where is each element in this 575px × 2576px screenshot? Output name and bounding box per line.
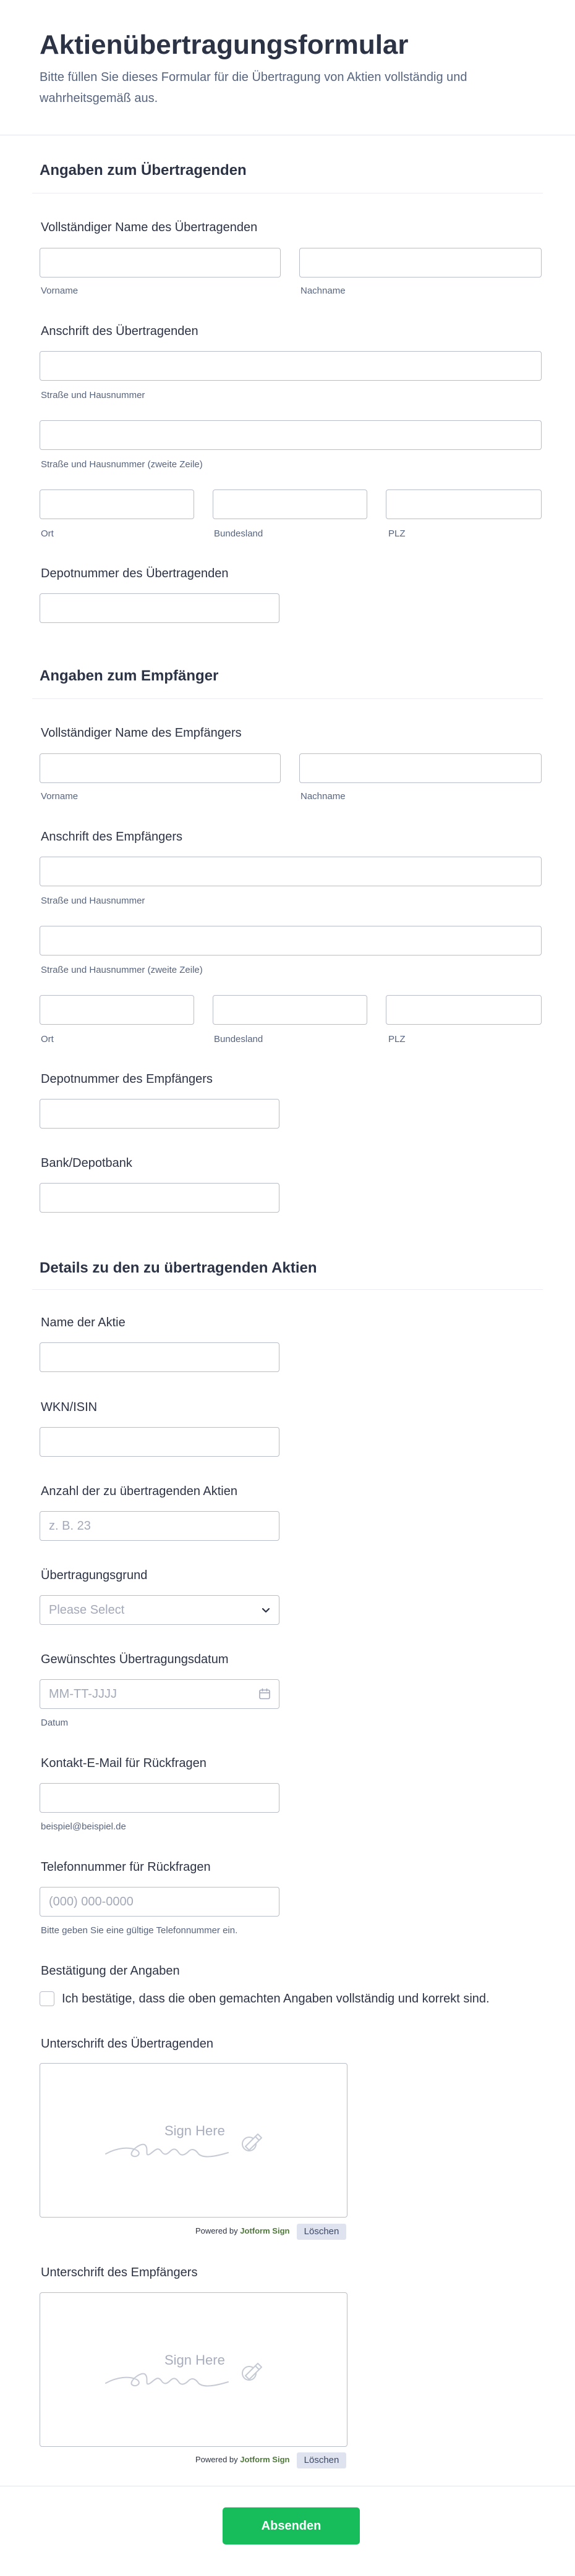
recipient-state-sublabel: Bundesland bbox=[214, 1034, 263, 1044]
phone-placeholder: (000) 000-0000 bbox=[49, 1895, 134, 1909]
recipient-signature-label: Unterschrift des Empfängers bbox=[41, 2266, 198, 2279]
email-label: Kontakt-E-Mail für Rückfragen bbox=[41, 1756, 207, 1770]
reason-select[interactable] bbox=[40, 1595, 279, 1625]
date-label: Gewünschtes Übertragungsdatum bbox=[41, 1653, 229, 1666]
section-title-sender: Angaben zum Übertragenden bbox=[40, 162, 247, 179]
chevron-down-icon bbox=[260, 1604, 271, 1616]
reason-select-value: Please Select bbox=[49, 1603, 125, 1617]
sender-city-sublabel: Ort bbox=[41, 528, 54, 539]
date-placeholder: MM-TT-JJJJ bbox=[49, 1687, 117, 1701]
recipient-signature-pad[interactable] bbox=[40, 2292, 347, 2447]
bank-input[interactable] bbox=[40, 1183, 279, 1213]
recipient-address-label: Anschrift des Empfängers bbox=[41, 830, 182, 844]
recipient-name-label: Vollständiger Name des Empfängers bbox=[41, 726, 242, 740]
phone-sublabel: Bitte geben Sie eine gültige Telefonnummer ein. bbox=[41, 1925, 238, 1936]
sender-zip-sublabel: PLZ bbox=[388, 528, 406, 539]
sender-first-name-sublabel: Vorname bbox=[41, 286, 79, 296]
signature-scribble-icon bbox=[104, 2123, 278, 2166]
sender-state-input[interactable] bbox=[213, 489, 367, 519]
recipient-first-name-input[interactable] bbox=[40, 753, 281, 783]
wkn-input[interactable] bbox=[40, 1427, 279, 1457]
confirm-label: Bestätigung der Angaben bbox=[41, 1964, 180, 1978]
recipient-depot-input[interactable] bbox=[40, 1099, 279, 1129]
recipient-state-input[interactable] bbox=[213, 995, 367, 1025]
sender-street2-input[interactable] bbox=[40, 420, 542, 450]
share-count-placeholder: z. B. 23 bbox=[49, 1519, 91, 1533]
sender-state-sublabel: Bundesland bbox=[214, 528, 263, 539]
recipient-street2-input[interactable] bbox=[40, 926, 542, 955]
sender-last-name-sublabel: Nachname bbox=[300, 286, 346, 296]
date-sublabel: Datum bbox=[41, 1718, 69, 1728]
form-title: Aktienübertragungsformular bbox=[40, 30, 409, 60]
phone-label: Telefonnummer für Rückfragen bbox=[41, 1860, 211, 1874]
wkn-label: WKN/ISIN bbox=[41, 1400, 98, 1414]
sender-street-input[interactable] bbox=[40, 351, 542, 381]
section-title-shares: Details zu den zu übertragenden Aktien bbox=[40, 1260, 317, 1276]
email-input[interactable] bbox=[40, 1783, 279, 1813]
powered-by-text bbox=[195, 2455, 289, 2464]
sender-last-name-input[interactable] bbox=[299, 248, 542, 278]
recipient-city-sublabel: Ort bbox=[41, 1034, 54, 1044]
share-name-label: Name der Aktie bbox=[41, 1316, 126, 1329]
recipient-last-name-input[interactable] bbox=[299, 753, 542, 783]
sender-depot-label: Depotnummer des Übertragenden bbox=[41, 567, 229, 580]
powered-by-label: Powered by bbox=[195, 2455, 238, 2464]
recipient-city-input[interactable] bbox=[40, 995, 194, 1025]
sender-depot-input[interactable] bbox=[40, 593, 279, 623]
signature-scribble-icon bbox=[104, 2352, 278, 2396]
sender-name-label: Vollständiger Name des Übertragenden bbox=[41, 221, 258, 234]
bank-label: Bank/Depotbank bbox=[41, 1156, 132, 1170]
reason-label: Übertragungsgrund bbox=[41, 1569, 148, 1582]
recipient-street2-sublabel: Straße und Hausnummer (zweite Zeile) bbox=[41, 965, 203, 975]
recipient-first-name-sublabel: Vorname bbox=[41, 791, 79, 802]
calendar-icon[interactable] bbox=[258, 1687, 271, 1701]
recipient-street-sublabel: Straße und Hausnummer bbox=[41, 896, 145, 906]
sender-signature-pad[interactable] bbox=[40, 2063, 347, 2218]
section-divider bbox=[32, 698, 543, 699]
submit-button[interactable]: Absenden bbox=[223, 2507, 360, 2544]
recipient-signature-clear-button[interactable]: Löschen bbox=[297, 2452, 346, 2468]
email-sublabel: beispiel@beispiel.de bbox=[41, 1821, 126, 1832]
sender-signature-clear-button[interactable]: Löschen bbox=[297, 2224, 346, 2240]
form-subtitle: Bitte füllen Sie dieses Formular für die Übertragung von Aktien vollständig und wahrheitsgemäß aus. bbox=[40, 70, 467, 105]
share-count-input[interactable] bbox=[40, 1511, 279, 1541]
sender-first-name-input[interactable] bbox=[40, 248, 281, 278]
recipient-last-name-sublabel: Nachname bbox=[300, 791, 346, 802]
share-count-label: Anzahl der zu übertragenden Aktien bbox=[41, 1485, 237, 1498]
sender-street-sublabel: Straße und Hausnummer bbox=[41, 390, 145, 400]
powered-by-label: Powered by bbox=[195, 2226, 238, 2235]
sign-here-text: Sign Here bbox=[164, 2352, 225, 2368]
brand-name: Jotform Sign bbox=[240, 2226, 290, 2235]
recipient-street-input[interactable] bbox=[40, 857, 542, 886]
sender-signature-label: Unterschrift des Übertragenden bbox=[41, 2037, 214, 2051]
phone-input[interactable] bbox=[40, 1887, 279, 1917]
powered-by-text bbox=[195, 2226, 289, 2235]
recipient-zip-sublabel: PLZ bbox=[388, 1034, 406, 1044]
recipient-depot-label: Depotnummer des Empfängers bbox=[41, 1072, 213, 1086]
confirm-checkbox-label[interactable]: Ich bestätige, dass die oben gemachten Angaben vollständig und korrekt sind. bbox=[62, 1992, 490, 2006]
sender-street2-sublabel: Straße und Hausnummer (zweite Zeile) bbox=[41, 459, 203, 470]
confirm-checkbox[interactable] bbox=[40, 1991, 54, 2006]
brand-name: Jotform Sign bbox=[240, 2455, 290, 2464]
date-input[interactable] bbox=[40, 1679, 279, 1709]
share-name-input[interactable] bbox=[40, 1342, 279, 1372]
sender-city-input[interactable] bbox=[40, 489, 194, 519]
recipient-zip-input[interactable] bbox=[386, 995, 542, 1025]
sign-here-text: Sign Here bbox=[164, 2123, 225, 2138]
sender-zip-input[interactable] bbox=[386, 489, 542, 519]
section-divider bbox=[32, 1289, 543, 1290]
sender-address-label: Anschrift des Übertragenden bbox=[41, 324, 198, 338]
section-title-recipient: Angaben zum Empfänger bbox=[40, 667, 219, 684]
